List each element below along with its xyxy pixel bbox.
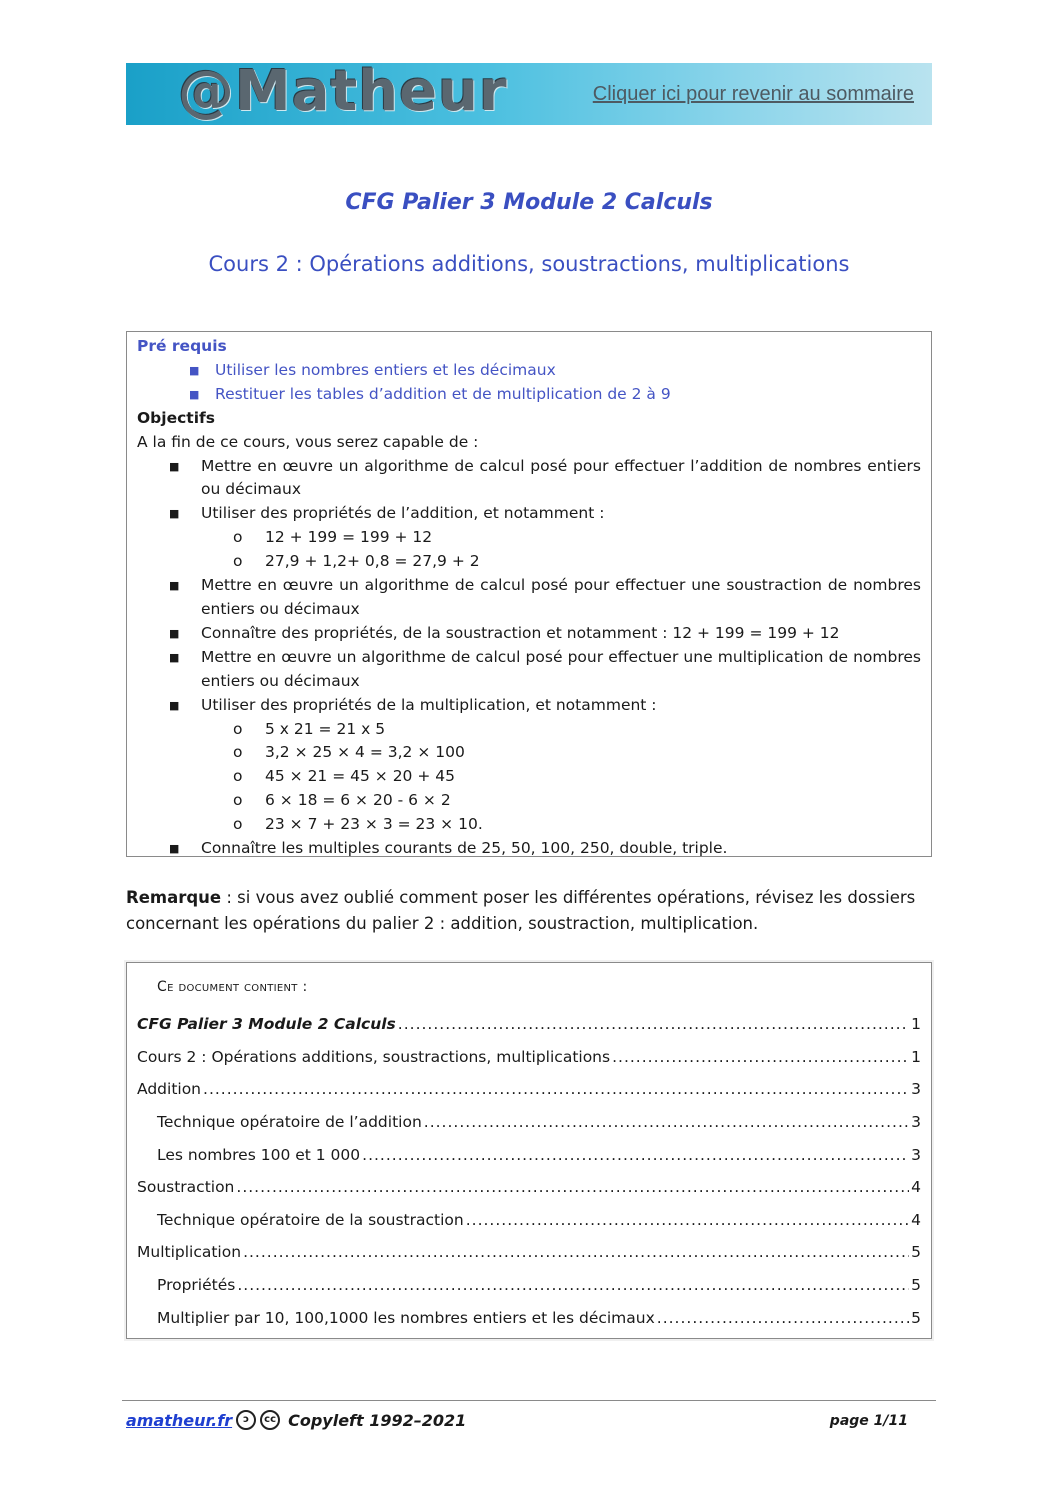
objective-item: ■ Mettre en œuvre un algorithme de calcul posé pour effectuer une multiplication de nombres entiers ou décimaux [169, 647, 921, 690]
example-item: o 5 x 21 = 21 x 5 [137, 718, 921, 742]
copyleft-icon: ↄ [236, 1410, 256, 1430]
site-link[interactable]: amatheur.fr [126, 1410, 233, 1430]
remark-text: : si vous avez oublié comment poser les différentes opérations, révisez les dossiers concernant les opérations du palier 2 : addition, soustraction, multiplication. [126, 888, 916, 933]
example-item: o 27,9 + 1,2+ 0,8 = 27,9 + 2 [137, 550, 921, 574]
toc-entry[interactable]: Les nombres 100 et 1 000 ..... 3 [157, 1146, 921, 1168]
circle-bullet-icon: o [233, 528, 243, 547]
back-to-summary-link[interactable]: Cliquer ici pour revenir au sommaire [592, 83, 914, 105]
page-number: page 1/11 [829, 1413, 908, 1429]
table-of-contents [126, 962, 932, 1339]
toc-entry[interactable]: Multiplication ..... 5 [137, 1243, 921, 1265]
toc-entry[interactable]: Technique opératoire de l’addition ..... 3 [157, 1113, 921, 1135]
toc-entry[interactable]: Propriétés ..... 5 [157, 1276, 921, 1298]
circle-bullet-icon: o [233, 743, 243, 762]
circle-bullet-icon: o [233, 767, 243, 786]
footer-divider [122, 1400, 936, 1401]
circle-bullet-icon: o [233, 552, 243, 571]
example-item: o 23 × 7 + 23 × 3 = 23 × 10. [137, 813, 921, 837]
objectives-intro: A la fin de ce cours, vous serez capable de : [137, 432, 479, 451]
circle-bullet-icon: o [233, 791, 243, 810]
toc-entry[interactable]: CFG Palier 3 Module 2 Calculs ..... 1 [137, 1015, 921, 1037]
creative-commons-icon: cc [260, 1410, 280, 1430]
square-bullet-icon: ■ [189, 387, 200, 401]
square-bullet-icon: ■ [169, 459, 180, 473]
remark-label: Remarque [126, 888, 222, 907]
course-title: Cours 2 : Opérations additions, soustractions, multiplications [208, 252, 850, 276]
square-bullet-icon: ■ [169, 698, 180, 712]
square-bullet-icon: ■ [169, 626, 180, 640]
square-bullet-icon: ■ [169, 842, 180, 856]
objective-item: ■ Connaître des propriétés, de la soustraction et notamment : 12 + 199 = 199 + 12 [137, 622, 921, 646]
circle-bullet-icon: o [233, 815, 243, 834]
objective-item: ■ Connaître les multiples courants de 25, 50, 100, 250, double, triple. [137, 837, 921, 861]
square-bullet-icon: ■ [189, 363, 200, 377]
objective-item: ■ Mettre en œuvre un algorithme de calcul posé pour effectuer une soustraction de nombres entiers ou décimaux [169, 576, 921, 618]
square-bullet-icon: ■ [169, 650, 180, 664]
header-banner [126, 63, 932, 125]
square-bullet-icon: ■ [169, 579, 180, 593]
toc-heading: Ce document contient : [157, 979, 308, 995]
toc-entry[interactable]: Addition ..... 3 [137, 1080, 921, 1102]
prereq-item: ■ Restituer les tables d’addition et de multiplication de 2 à 9 [137, 383, 921, 407]
example-item: o 45 × 21 = 45 × 20 + 45 [137, 765, 921, 789]
objectives-box [126, 331, 932, 857]
copyleft-text: Copyleft 1992–2021 [288, 1410, 467, 1430]
example-item: o 12 + 199 = 199 + 12 [137, 526, 921, 550]
objective-item: ■ Mettre en œuvre un algorithme de calcul posé pour effectuer l’addition de nombres entiers ou décimaux [169, 456, 921, 499]
square-bullet-icon: ■ [169, 507, 180, 521]
site-logo: @Matheur [178, 63, 508, 124]
prereq-item: ■ Utiliser les nombres entiers et les décimaux [137, 359, 921, 383]
prereq-heading: Pré requis [137, 337, 227, 355]
footer-credits [126, 1410, 466, 1430]
toc-entry[interactable]: Technique opératoire de la soustraction ..... 4 [157, 1211, 921, 1233]
objective-item: ■ Utiliser des propriétés de l’addition, et notamment : [137, 502, 921, 526]
example-item: o 3,2 × 25 × 4 = 3,2 × 100 [137, 741, 921, 765]
toc-entry[interactable]: Soustraction ..... 4 [137, 1178, 921, 1200]
example-item: o 6 × 18 = 6 × 20 - 6 × 2 [137, 789, 921, 813]
objectives-heading: Objectifs [137, 408, 215, 427]
objective-item: ■ Utiliser des propriétés de la multiplication, et notamment : [137, 694, 921, 718]
document-title: CFG Palier 3 Module 2 Calculs [345, 190, 713, 215]
circle-bullet-icon: o [233, 719, 243, 738]
toc-entry[interactable]: Multiplier par 10, 100,1000 les nombres entiers et les décimaux ..... 5 [157, 1309, 921, 1331]
remark-paragraph [126, 885, 932, 937]
toc-entry[interactable]: Cours 2 : Opérations additions, soustractions, multiplications ..... 1 [137, 1048, 921, 1070]
